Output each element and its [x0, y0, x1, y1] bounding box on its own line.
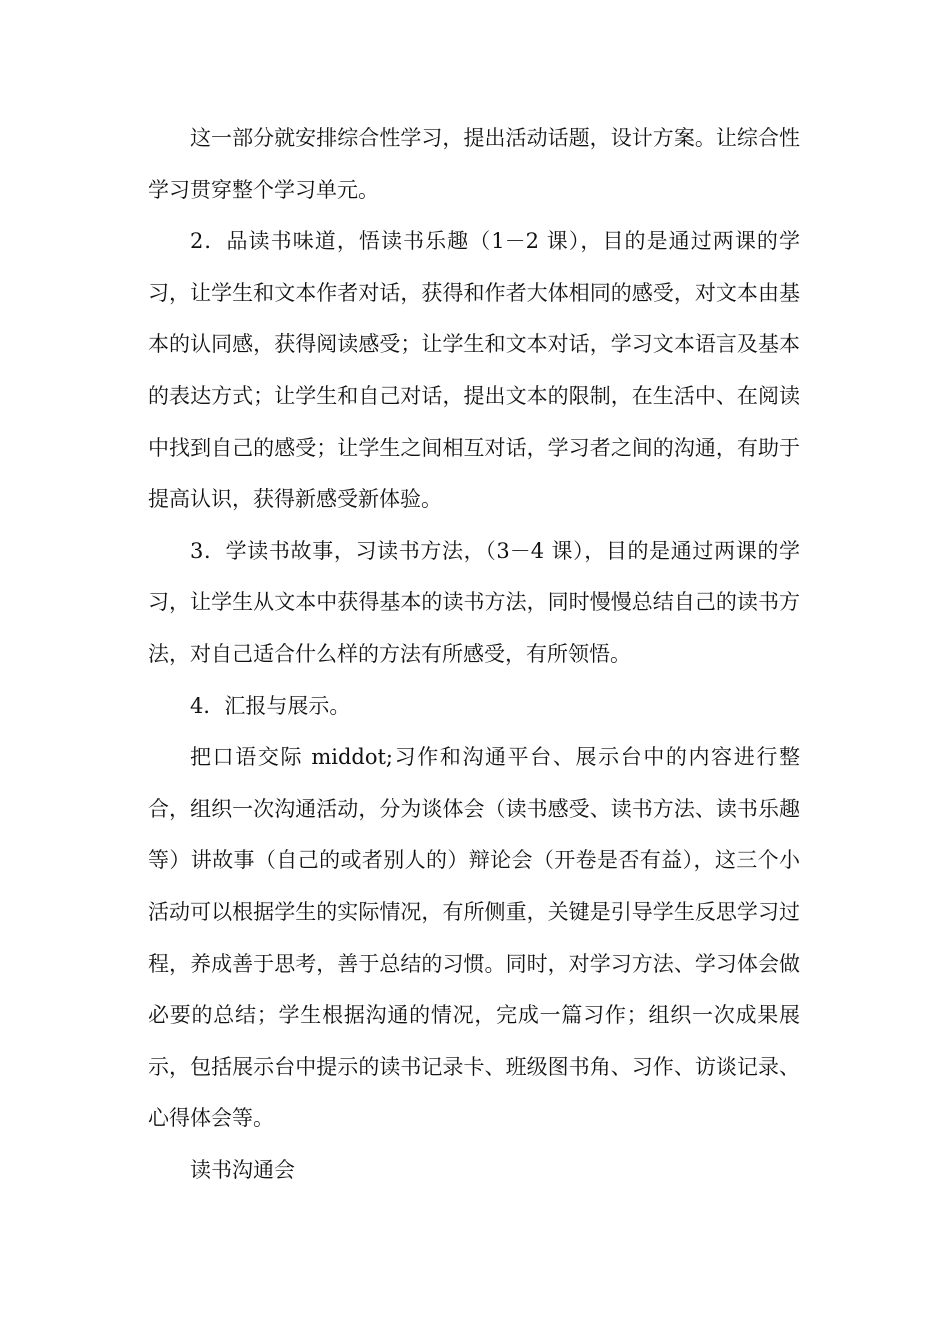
document-body: [148, 113, 800, 1196]
paragraph-item-2: 2．品读书味道，悟读书乐趣（1－2 课），目的是通过两课的学习，让学生和文本作者对话，获得和作者大体相同的感受，对文本由基本的认同感，获得阅读感受；让学生和文本对话，学习文本语言及基本的表达方式；让学生和自己对话，提出文本的限制，在生活中、在阅读中找到自己的感受；让学生之间相互对话，学习者之间的沟通，有助于提高认识，获得新感受新体验。: [148, 229, 800, 512]
paragraph-item-4: 4．汇报与展示。: [190, 693, 351, 718]
paragraph-integration: 把口语交际 middot;习作和沟通平台、展示台中的内容进行整合，组织一次沟通活动，分为谈体会（读书感受、读书方法、读书乐趣等）讲故事（自己的或者别人的）辩论会（开卷是否有益），这三个小活动可以根据学生的实际情况，有所侧重，关键是引导学生反思学习过程，养成善于思考，善于总结的习惯。同时，对学习方法、学习体会做必要的总结；学生根据沟通的情况，完成一篇习作；组织一次成果展示，包括展示台中提示的读书记录卡、班级图书角、习作、访谈记录、心得体会等。: [148, 745, 800, 1131]
paragraph-item-3: 3．学读书故事，习读书方法，（3－4 课），目的是通过两课的学习，让学生从文本中获得基本的读书方法，同时慢慢总结自己的读书方法，对自己适合什么样的方法有所感受，有所领悟。: [148, 538, 800, 666]
paragraph-intro: 这一部分就安排综合性学习，提出活动话题，设计方案。让综合性学习贯穿整个学习单元。: [148, 126, 800, 202]
section-heading-reading-meeting: 读书沟通会: [190, 1157, 295, 1182]
